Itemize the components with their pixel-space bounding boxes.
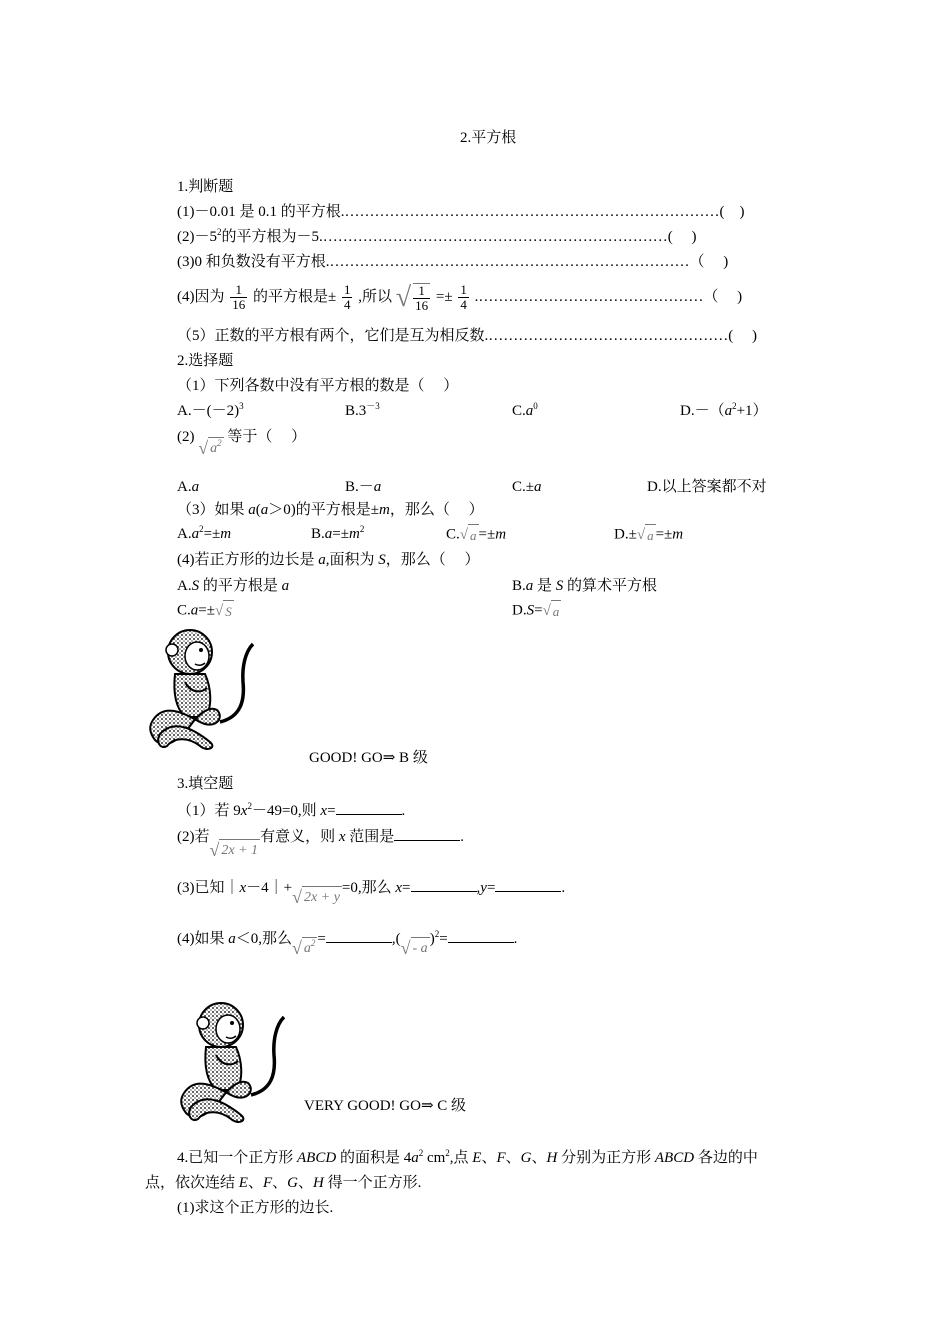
s1-question-2: $(2)-5^2$的平方根为－5.……………………………………………………………( ) bbox=[177, 227, 697, 245]
radical: √ a bbox=[543, 600, 562, 622]
s2-q2-option-a: A.a bbox=[177, 479, 200, 495]
radical: √ - a bbox=[400, 937, 428, 958]
s2-q3-option-d: D.±√ a =±m bbox=[614, 524, 683, 546]
page-title: 2.平方根 bbox=[460, 130, 517, 146]
answer-blank bbox=[394, 826, 460, 841]
radical: √ a bbox=[637, 524, 656, 546]
s2-q3-option-b: $B.a=\pm m^2$ bbox=[311, 524, 365, 542]
answer-blank bbox=[326, 928, 392, 943]
s2-question-2: (2) √ $a^2$ 等于（ ） bbox=[177, 429, 307, 458]
s1-question-3: (3)0 和负数没有平方根.………………………………………………………………（ ) bbox=[177, 254, 729, 270]
s4-question-line-2: 点，依次连结 E、F、G、H 得一个正方形. bbox=[145, 1175, 422, 1191]
s1-question-1: (1)－0.01 是 0.1 的平方根.…………………………………………………………………( ) bbox=[177, 204, 745, 220]
s2-q2-option-c: C.±a bbox=[512, 479, 542, 495]
s3-question-2: (2)若√ 2x + 1有意义，则 x 范围是 . bbox=[177, 826, 464, 861]
radical: √ a bbox=[460, 524, 479, 546]
s2-q4-option-b: B.a 是 S 的算术平方根 bbox=[512, 578, 658, 594]
radical: √ 2x + 1 bbox=[209, 839, 259, 860]
s2-q1-option-d: $D.-(a^2+1)$ bbox=[680, 401, 768, 419]
s1-question-4: (4)因为 $\frac{1}{16}$ 的平方根是± $\frac{1}{4}$ ,所以 √ $\frac{1}{16}$ =± $\frac{1}{4}$ .………………………………………（ ) bbox=[177, 281, 743, 313]
s2-q4-option-a: A.S 的平方根是 a bbox=[177, 578, 290, 594]
go-c-level-label: VERY GOOD! GO⇒ C 级 bbox=[304, 1098, 467, 1114]
radical: √ $a^2$ bbox=[292, 937, 316, 958]
s3-question-3: (3)已知｜x－4｜+√ 2x + y=0,那么 x= ,y= . bbox=[177, 877, 565, 908]
s4-question-line-1: 4.已知一个正方形 ABCD 的面积是 $4a^2$ $cm^2$,点 E、F、G、H 分别为正方形 ABCD 各边的中 bbox=[177, 1148, 758, 1166]
radical: √ $\frac{1}{16}$ bbox=[395, 281, 429, 313]
s3-question-1: （1）若 $9x^2-49=0$,则 x= . bbox=[177, 801, 406, 819]
monkey-illustration bbox=[176, 995, 291, 1127]
radical: √ S bbox=[215, 600, 234, 622]
radical: √ $a^2$ bbox=[198, 437, 222, 458]
monkey-illustration bbox=[145, 622, 260, 754]
section-2-heading: 2.选择题 bbox=[177, 353, 234, 369]
fraction: $\frac{1}{16}$ bbox=[232, 282, 246, 313]
fraction: $\frac{1}{4}$ bbox=[460, 282, 467, 313]
s2-question-4: (4)若正方形的边长是 a,面积为 S，那么（ ） bbox=[177, 552, 480, 568]
answer-blank bbox=[495, 877, 561, 892]
radical: √ 2x + y bbox=[292, 886, 340, 907]
s2-q2-option-d: D.以上答案都不对 bbox=[647, 479, 767, 495]
s3-question-4: (4)如果 a＜0,那么√ $a^2$ = ,(√ - a)$^2$= . bbox=[177, 929, 518, 958]
section-1-heading: 1.判断题 bbox=[177, 179, 234, 195]
s1-question-5: （5）正数的平方根有两个，它们是互为相反数.…………………………………………( ) bbox=[177, 328, 757, 344]
fraction: $\frac{1}{4}$ bbox=[343, 282, 351, 313]
s2-question-3: （3）如果 a(a＞0)的平方根是±m，那么（ ） bbox=[177, 502, 484, 518]
s2-q3-option-c: C.√ a =±m bbox=[446, 524, 506, 546]
s2-q4-option-d: D.S=√ a bbox=[512, 600, 561, 622]
answer-blank bbox=[411, 877, 477, 892]
s2-q3-option-a: $A.a^2=\pm m$ bbox=[177, 524, 232, 542]
s2-question-1: （1）下列各数中没有平方根的数是（ ） bbox=[177, 378, 459, 394]
s2-q1-option-a: $A.-(-2)^3$ bbox=[177, 401, 244, 419]
s2-q1-option-c: $C.a^0$ bbox=[512, 401, 538, 419]
answer-blank bbox=[336, 800, 402, 815]
s2-q4-option-c: C.a=±√ S bbox=[177, 600, 234, 622]
s4-subquestion-1: (1)求这个正方形的边长. bbox=[177, 1200, 334, 1216]
s2-q1-option-b: $B.3^{-3}$ bbox=[345, 401, 380, 419]
s2-q2-option-b: B.－a bbox=[345, 479, 382, 495]
go-b-level-label: GOOD! GO⇒ B 级 bbox=[309, 750, 428, 766]
answer-blank bbox=[448, 928, 514, 943]
section-3-heading: 3.填空题 bbox=[177, 776, 234, 792]
